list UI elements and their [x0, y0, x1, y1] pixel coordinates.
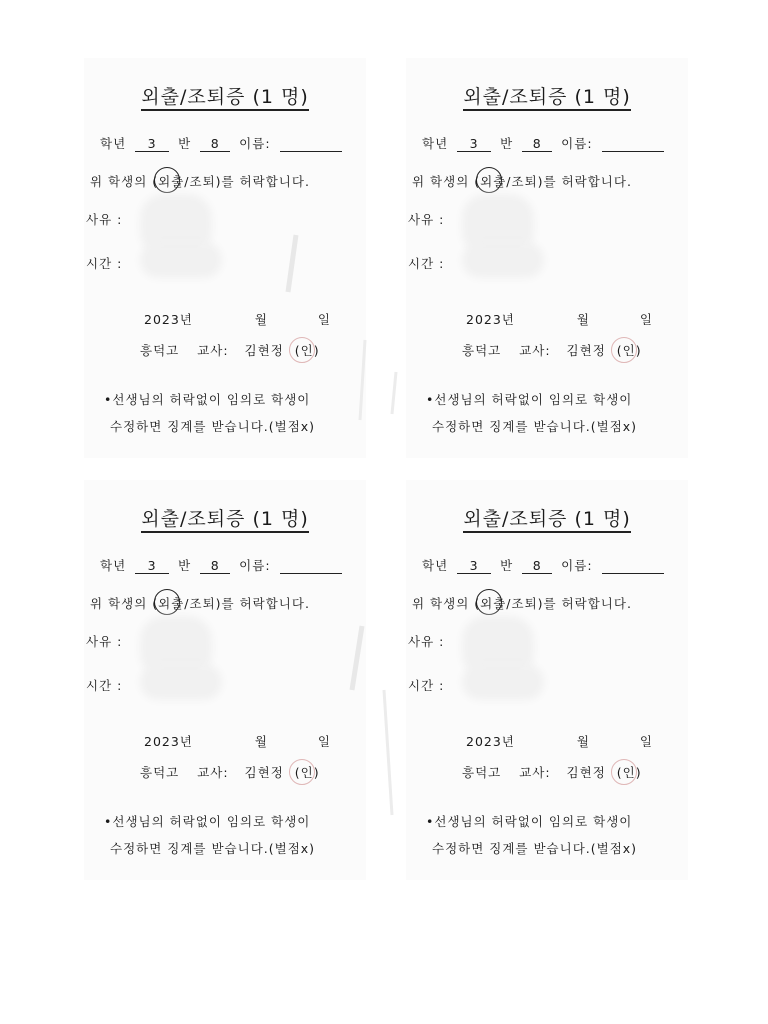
redacted-time	[468, 248, 538, 272]
date-row	[144, 732, 331, 750]
option-rest: /조퇴)를 허락합니다.	[184, 596, 310, 611]
warning-note	[104, 386, 315, 440]
time-label: 시간 :	[86, 256, 123, 271]
option-out-circled: 외출	[480, 596, 507, 611]
name-label: 이름:	[239, 558, 271, 573]
seal-stamp	[617, 341, 642, 359]
warning-line-1: •선생님의 허락없이 임의로 학생이	[104, 392, 311, 407]
date-year: 2023년	[466, 734, 515, 749]
warning-line-2: 수정하면 징계를 받습니다.(벌점x)	[110, 841, 316, 856]
time-label: 시간 :	[408, 256, 445, 271]
seal-label: (인)	[294, 765, 320, 780]
grade-value: 3	[135, 558, 169, 574]
warning-line-2: 수정하면 징계를 받습니다.(벌점x)	[432, 419, 638, 434]
slip-title: 외출/조퇴증 (1 명)	[84, 82, 366, 109]
class-value: 8	[200, 136, 230, 152]
redacted-reason	[468, 200, 528, 250]
date-day: 일	[317, 734, 331, 749]
slip-title: 외출/조퇴증 (1 명)	[406, 82, 688, 109]
student-info-row	[422, 134, 668, 152]
grade-value: 3	[457, 136, 491, 152]
permission-sentence	[412, 594, 632, 612]
name-label: 이름:	[561, 136, 593, 151]
warning-line-1: •선생님의 허락없이 임의로 학생이	[426, 814, 633, 829]
grade-value: 3	[135, 136, 169, 152]
date-day: 일	[639, 312, 653, 327]
seal-stamp	[295, 341, 320, 359]
seal-stamp	[617, 763, 642, 781]
teacher-name: 김현정	[566, 765, 606, 780]
teacher-name: 김현정	[244, 343, 284, 358]
student-info-row	[100, 556, 346, 574]
name-field	[280, 558, 342, 574]
teacher-label: 교사:	[197, 765, 229, 780]
student-info-row	[100, 134, 346, 152]
redacted-reason	[146, 200, 206, 250]
date-year: 2023년	[466, 312, 515, 327]
teacher-label: 교사:	[519, 343, 551, 358]
reason-label: 사유 :	[86, 634, 123, 649]
warning-line-2: 수정하면 징계를 받습니다.(벌점x)	[432, 841, 638, 856]
redacted-reason	[468, 622, 528, 672]
reason-label: 사유 :	[408, 212, 445, 227]
teacher-label: 교사:	[519, 765, 551, 780]
date-year: 2023년	[144, 734, 193, 749]
warning-line-1: •선생님의 허락없이 임의로 학생이	[104, 814, 311, 829]
pass-slip-2	[406, 58, 688, 458]
time-label: 시간 :	[408, 678, 445, 693]
pass-slip-4	[406, 480, 688, 880]
option-out-circled: 외출	[158, 174, 185, 189]
grade-label: 학년	[100, 136, 127, 151]
seal-label: (인)	[294, 343, 320, 358]
option-rest: /조퇴)를 허락합니다.	[506, 596, 632, 611]
school-name: 흥덕고	[462, 765, 502, 780]
date-month: 월	[576, 734, 590, 749]
date-month: 월	[254, 312, 268, 327]
teacher-label: 교사:	[197, 343, 229, 358]
redacted-time	[468, 670, 538, 694]
redacted-time	[146, 670, 216, 694]
option-rest: /조퇴)를 허락합니다.	[184, 174, 310, 189]
date-row	[466, 310, 653, 328]
permission-sentence	[90, 172, 310, 190]
pass-slip-3	[84, 480, 366, 880]
school-name: 흥덕고	[462, 343, 502, 358]
class-value: 8	[200, 558, 230, 574]
teacher-name: 김현정	[566, 343, 606, 358]
permission-prefix: 위 학생의 (	[412, 174, 481, 189]
permission-sentence	[412, 172, 632, 190]
seal-label: (인)	[616, 343, 642, 358]
warning-line-2: 수정하면 징계를 받습니다.(벌점x)	[110, 419, 316, 434]
grade-label: 학년	[100, 558, 127, 573]
name-field	[602, 558, 664, 574]
pass-slip-1	[84, 58, 366, 458]
permission-prefix: 위 학생의 (	[412, 596, 481, 611]
grade-label: 학년	[422, 136, 449, 151]
grade-label: 학년	[422, 558, 449, 573]
class-value: 8	[522, 558, 552, 574]
warning-line-1: •선생님의 허락없이 임의로 학생이	[426, 392, 633, 407]
slip-title: 외출/조퇴증 (1 명)	[84, 504, 366, 531]
date-row	[466, 732, 653, 750]
student-info-row	[422, 556, 668, 574]
warning-note	[426, 808, 637, 862]
class-label: 반	[178, 558, 192, 573]
slip-title: 외출/조퇴증 (1 명)	[406, 504, 688, 531]
date-row	[144, 310, 331, 328]
name-label: 이름:	[561, 558, 593, 573]
seal-stamp	[295, 763, 320, 781]
school-name: 흥덕고	[140, 765, 180, 780]
teacher-row	[140, 763, 320, 781]
school-name: 흥덕고	[140, 343, 180, 358]
teacher-row	[462, 763, 642, 781]
warning-note	[104, 808, 315, 862]
teacher-row	[140, 341, 320, 359]
date-day: 일	[639, 734, 653, 749]
seal-label: (인)	[616, 765, 642, 780]
date-month: 월	[254, 734, 268, 749]
date-month: 월	[576, 312, 590, 327]
class-label: 반	[500, 136, 514, 151]
option-out-circled: 외출	[480, 174, 507, 189]
reason-label: 사유 :	[86, 212, 123, 227]
permission-prefix: 위 학생의 (	[90, 596, 159, 611]
name-field	[280, 136, 342, 152]
class-label: 반	[178, 136, 192, 151]
redacted-reason	[146, 622, 206, 672]
option-out-circled: 외출	[158, 596, 185, 611]
permission-prefix: 위 학생의 (	[90, 174, 159, 189]
name-field	[602, 136, 664, 152]
time-label: 시간 :	[86, 678, 123, 693]
teacher-row	[462, 341, 642, 359]
date-day: 일	[317, 312, 331, 327]
teacher-name: 김현정	[244, 765, 284, 780]
grade-value: 3	[457, 558, 491, 574]
option-rest: /조퇴)를 허락합니다.	[506, 174, 632, 189]
date-year: 2023년	[144, 312, 193, 327]
permission-sentence	[90, 594, 310, 612]
warning-note	[426, 386, 637, 440]
reason-label: 사유 :	[408, 634, 445, 649]
redacted-time	[146, 248, 216, 272]
name-label: 이름:	[239, 136, 271, 151]
class-label: 반	[500, 558, 514, 573]
class-value: 8	[522, 136, 552, 152]
